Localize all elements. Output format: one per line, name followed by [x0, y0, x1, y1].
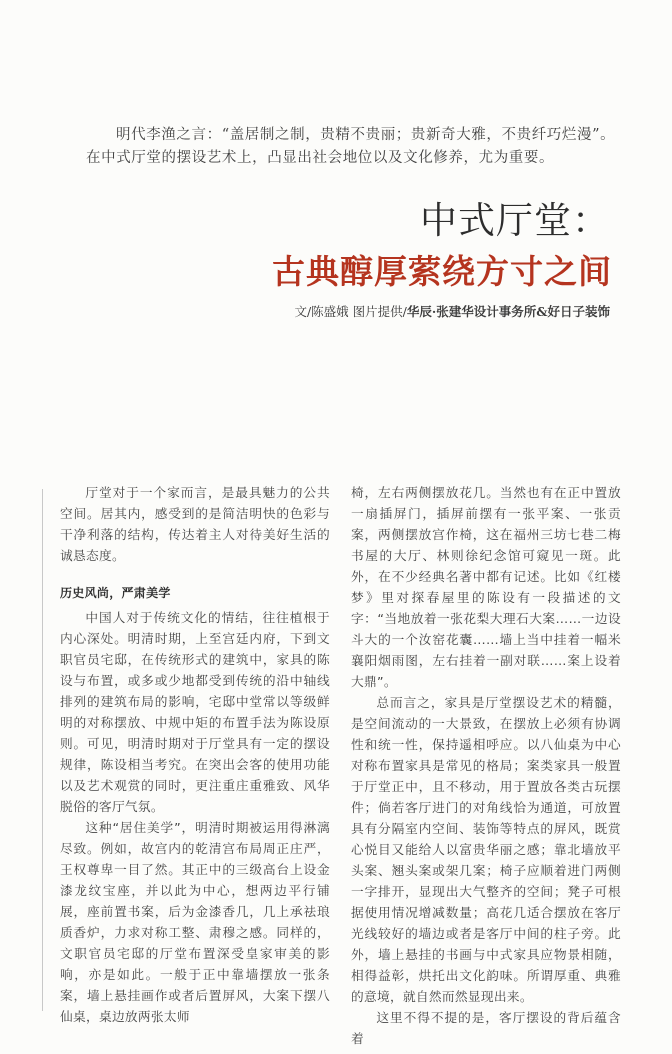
paragraph-gap: [60, 566, 330, 583]
article-subtitle: 古典醇厚萦绕方寸之间: [272, 252, 612, 291]
left-paragraph-3: 这种“居住美学”，明清时期被运用得淋漓尽致。例如，故宫内的乾清宫布局周正庄严，王权尊卑一目了然。其正中的三级高台上设金漆龙纹宝座，并以此为中心，想两边平行铺展，座前置书案，后为金漆香几，几上承祛琅质香炉，力求对称工整、肃穆之感。同样的，文职官员宅邸的厅堂布置深受皇家审美的影响，亦是如此。一般于正中靠墙摆放一张条案，墙上悬挂画作或者后置屏风，大案下摆八仙桌，桌边放两张太师: [60, 820, 330, 1024]
right-paragraph-3: 这里不得不提的是，客厅摆设的背后蕴含着: [351, 1010, 621, 1046]
credit-photo-source: 华辰·张建华设计事务所&好日子装饰: [406, 304, 610, 319]
intro-line-2: 在中式厅堂的摆设艺术上，凸显出社会地位以及文化修养，尤为重要。: [86, 150, 555, 166]
left-paragraph-2: 中国人对于传统文化的情结，往往植根于内心深处。明清时期，上至宫廷内府，下到文职官员宅邸，在传统形式的建筑中，家具的陈设与布置，或多或少地都受到传统的沿中轴线排列的建筑布局的影响，宅邸中堂常以等级鲜明的对称摆放、中规中矩的布置手法为陈设原则。可见，明清时期对于厅堂具有一定的摆设规律，陈设相当考究。在突出会客的使用功能以及艺术观赏的同时，更注重庄重雅致、风华脱俗的客厅气氛。: [60, 610, 330, 814]
column-rule: [42, 489, 43, 1011]
credit-prefix: 文/陈盛娥 图片提供/: [294, 304, 407, 319]
section-heading: 历史风尚，严肃美学: [60, 586, 171, 600]
intro-line-1: 明代李渔之言：“盖居制之制，贵精不贵丽；贵新奇大雅，不贵纤巧烂漫”。: [116, 127, 616, 143]
right-column: [351, 482, 621, 1049]
article-title: 中式厅堂：: [420, 199, 610, 242]
intro-quote: [86, 124, 646, 170]
left-paragraph-1: 厅堂对于一个家而言，是最具魅力的公共空间。居其内，感受到的是简洁明快的色彩与干净利落的结构，传达着主人对待美好生活的诚恳态度。: [60, 485, 330, 563]
article-credits: [294, 303, 610, 321]
left-column: [60, 482, 330, 1027]
right-paragraph-2: 总而言之，家具是厅堂摆设艺术的精髓，是空间流动的一大景致，在摆放上必须有协调性和统一性，保持遥相呼应。以八仙桌为中心对称布置家具是常见的格局；案类家具一般置于厅堂正中，且不移动，用于置放各类古玩摆件；倘若客厅进门的对角线恰为通道，可放置具有分隔室内空间、装饰等特点的屏风，既赏心悦目又能给人以富贵华丽之感；靠北墙放平头案、翘头案或架几案；椅子应顺着进门两侧一字排开，显现出大气整齐的空间；凳子可根据使用情况增减数量；高花几适合摆放在客厅光线较好的墙边或者是客厅中间的柱子旁。此外，墙上悬挂的书画与中式家具应物景相随，相得益彰，烘托出文化韵味。所谓厚重、典雅的意境，就自然而然显现出来。: [351, 695, 621, 1004]
right-paragraph-1: 椅，左右两侧摆放花几。当然也有在正中置放一扇插屏门，插屏前摆有一张平案、一张贡案，两侧摆放宫作椅，这在福州三坊七巷二梅书屋的大厅、林则徐纪念馆可窥见一斑。此外，在不少经典名著中都有记述。比如《红楼梦》里对探春屋里的陈设有一段描述的文字：“当地放着一张花梨大理石大案……一边设斗大的一个汝窑花囊……墙上当中挂着一幅米襄阳烟雨图，左右挂着一副对联……案上设着大鼎”。: [351, 485, 621, 689]
